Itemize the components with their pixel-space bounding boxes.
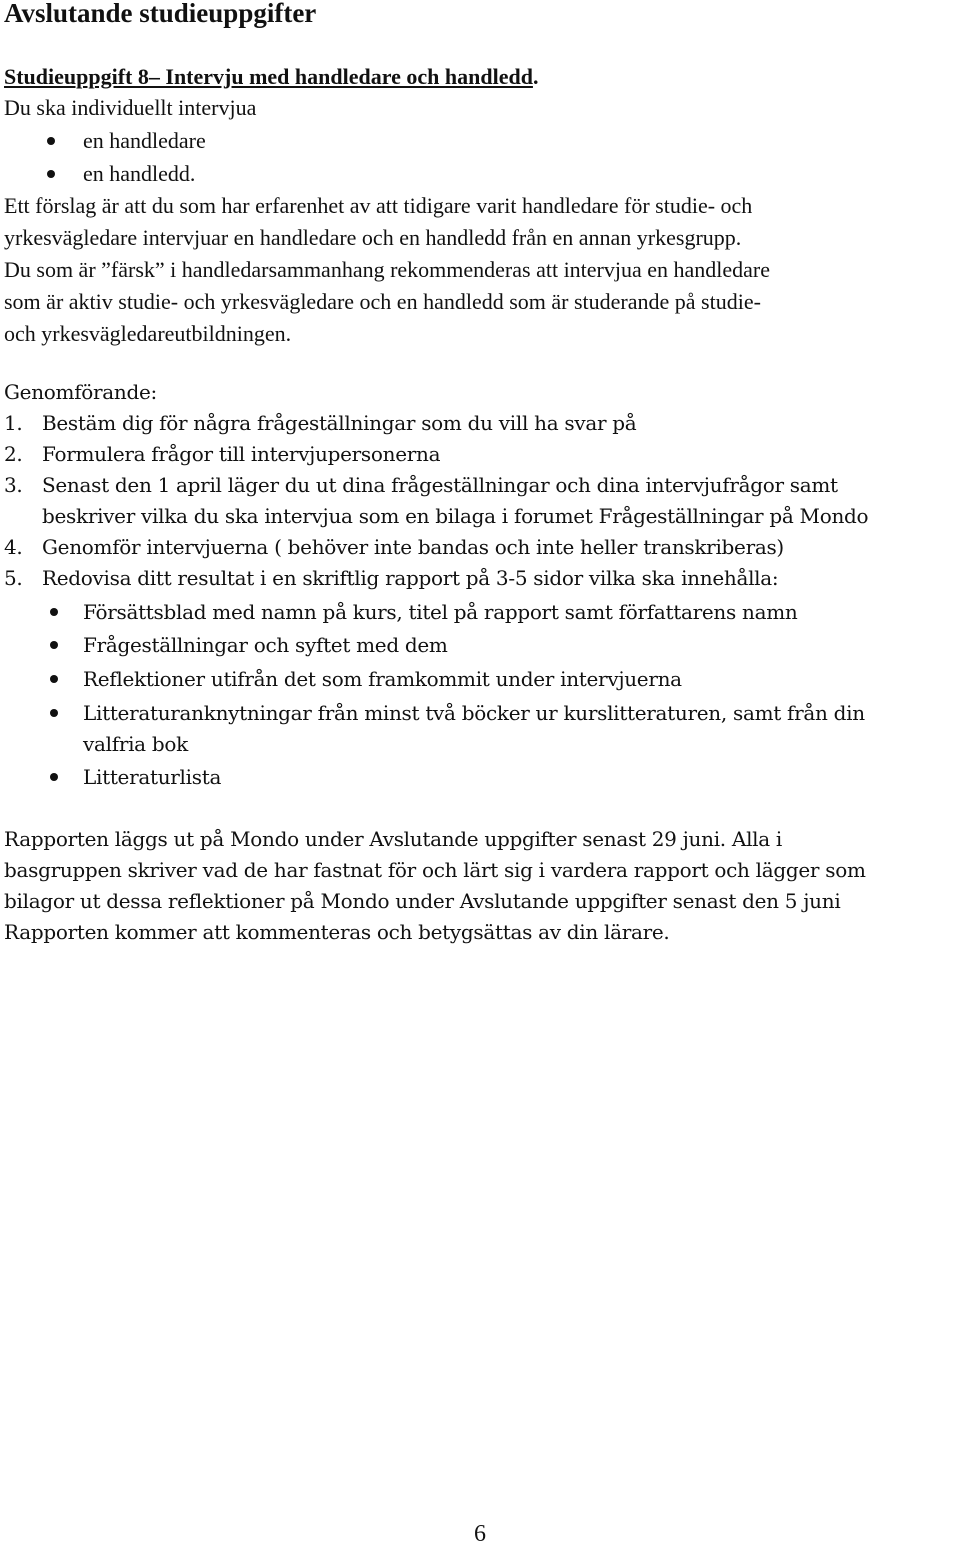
step-text: Formulera frågor till intervjupersonerna <box>42 442 441 466</box>
step-number: 1. <box>4 411 23 435</box>
step-number: 4. <box>4 535 23 559</box>
paragraph-line: yrkesvägledare intervjuar en handledare och en handledd från en annan yrkesgrupp. <box>4 225 742 250</box>
task-intro <box>4 92 956 124</box>
task-heading-period: . <box>532 64 539 89</box>
step-text: Genomför intervjuerna ( behöver inte bandas och inte heller transkriberas) <box>42 535 784 559</box>
step-number: 3. <box>4 473 23 497</box>
bullet-icon <box>50 608 58 616</box>
interviewee-label: en handledare <box>83 128 206 153</box>
genomforande-heading: Genomförande: <box>4 380 157 404</box>
step-text: Redovisa ditt resultat i en skriftlig rapport på 3-5 sidor vilka ska innehålla: <box>42 566 779 590</box>
paragraph-line: och yrkesvägledareutbildningen. <box>4 321 292 346</box>
closing-line: basgruppen skriver vad de har fastnat för och lärt sig i vardera rapport och lägger som <box>4 858 866 882</box>
closing-line: Rapporten läggs ut på Mondo under Avslutande uppgifter senast 29 juni. Alla i <box>4 827 783 851</box>
bullet-icon <box>50 709 58 717</box>
paragraph-line: Du som är ”färsk” i handledarsammanhang rekommenderas att intervjua en handledare <box>4 257 771 282</box>
report-item: Litteraturanknytningar från minst två böcker ur kurslitteraturen, samt från din <box>83 701 865 725</box>
page-number: 6 <box>474 1521 486 1547</box>
step-text-continued: beskriver vilka du ska intervjua som en bilaga i forumet Frågeställningar på Mondo <box>42 504 869 528</box>
paragraph-line: Ett förslag är att du som har erfarenhet av att tidigare varit handledare för studie- och <box>4 193 753 218</box>
bullet-icon <box>50 773 58 781</box>
closing-line: bilagor ut dessa reflektioner på Mondo under Avslutande uppgifter senast den 5 juni <box>4 889 841 913</box>
bullet-icon <box>47 137 55 145</box>
report-item: Litteraturlista <box>83 765 222 789</box>
step-text: Senast den 1 april läger du ut dina frågeställningar och dina intervjufrågor samt <box>42 473 838 497</box>
step-number: 2. <box>4 442 23 466</box>
page-title: Avslutande studieuppgifter <box>4 0 317 28</box>
report-item: Reflektioner utifrån det som framkommit under intervjuerna <box>83 667 682 691</box>
task-paragraph <box>4 190 956 350</box>
bullet-icon <box>50 675 58 683</box>
report-item-continued: valfria bok <box>83 732 188 756</box>
bullet-icon <box>47 170 55 178</box>
task-heading-text: Studieuppgift 8– Intervju med handledare och handledd <box>4 64 533 89</box>
paragraph-line: som är aktiv studie- och yrkesvägledare och en handledd som är studerande på studie- <box>4 289 761 314</box>
report-item: Försättsblad med namn på kurs, titel på rapport samt författarens namn <box>83 600 798 624</box>
closing-line: Rapporten kommer att kommenteras och betygsättas av din lärare. <box>4 920 670 944</box>
step-number: 5. <box>4 566 23 590</box>
task-intro-line: Du ska individuellt intervjua <box>4 95 257 120</box>
interviewee-label: en handledd. <box>83 161 196 186</box>
task-heading <box>4 61 538 93</box>
step-text: Bestäm dig för några frågeställningar som du vill ha svar på <box>42 411 637 435</box>
report-item: Frågeställningar och syftet med dem <box>83 633 448 657</box>
bullet-icon <box>50 641 58 649</box>
